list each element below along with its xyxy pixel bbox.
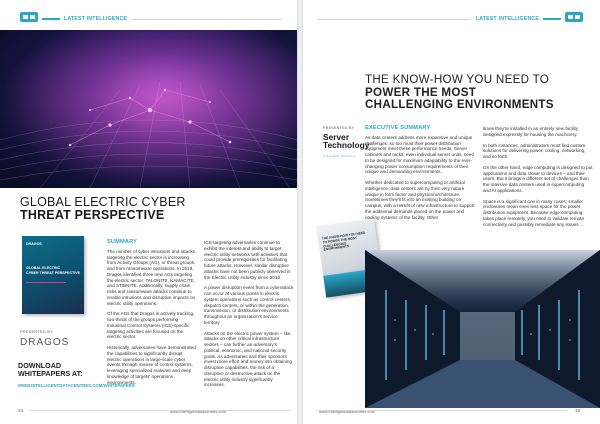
cover-title: THE KNOW-HOW YOU NEED TO POWER THE MOST CHALLENGING ENVIRONMENTS — [321, 230, 366, 252]
hero-image-network — [0, 30, 297, 188]
paragraph: times they're installed in an entirely new facility designed expressly for housing the machinery. — [483, 126, 579, 137]
footer-url: www.intelligentdatacentres.com — [170, 409, 227, 414]
paragraph: The number of cyber intrusions and attacks targeting the electric sector is increasing from Activity Groups (AG), or threat groups, and from ransomware operations. In 2019, Dragos identified three new AGs targeting the electric sector: TALONITE, KAMACITE, and STIBNITE. Additionally, supply chain risks and ransomware attacks continue to enable intrusions and disruptive impacts on electric utility operations. — [107, 248, 196, 306]
article-column-2 — [204, 240, 294, 393]
sponsor-logo: DRAGOS — [20, 337, 70, 348]
article-column-2 — [483, 126, 593, 232]
download-heading: DOWNLOAD WHITEPAPERS AT: — [18, 361, 83, 378]
paragraph: ICS-targeting adversaries continue to exhibit the interest and ability to target electric utility networks with activities that could provide prerequisites for facilitating future attacks. However, similar disruptive attacks have not been publicly observed in the Electric Utility industry since 2016. — [204, 240, 291, 280]
magazine-logo-icon — [565, 10, 583, 24]
running-head: LATEST INTELLIGENCE — [317, 14, 561, 24]
paragraph: Historically, adversaries have demonstrated the capabilities to significantly disrupt electric operations in large-scale cyber events through misuse of control systems, leveraging specialized malware and deep knowledge of targets' operations environments. — [107, 345, 196, 385]
download-block — [18, 361, 135, 388]
article-column-1 — [365, 126, 475, 225]
paragraph: Of the AGs that Dragos is actively tracking, two-thirds of the groups performing Industrial Control Systems (ICS)-specific targeting activities are focused on the electric sector. — [107, 311, 195, 340]
paragraph: A power disruption event from a cyberattack can occur at various points in electric system operations such as control centers, dispatch centers, or within the generation, transmission, or distribution environments throughout an organization's service territory. — [204, 285, 294, 325]
footer-url: www.intelligentdatacentres.com — [319, 409, 376, 414]
feature-title: GLOBAL ELECTRIC CYBER THREAT PERSPECTIVE — [20, 195, 186, 222]
paragraph: On the other hand, edge computing is designed to put applications and data closer to devices – and their users. But it brings a different set of challenges than the massive data centers used in supercomputing and AI applications. — [483, 164, 593, 193]
network-grid-graphic — [0, 30, 297, 188]
presented-by-label: PRESENTED BY — [20, 330, 53, 334]
page-number: 15 — [575, 408, 581, 413]
right-page — [303, 0, 600, 424]
page-number: 34 — [18, 408, 24, 413]
paragraph: Space is a significant one in many cases; smaller enclosures mean even less space for the power distribution equipment. Because edge computing takes place remotely, you need to validate remote connectivity and possibly remediate any issues … — [483, 198, 585, 227]
whitepaper-cover[interactable] — [22, 236, 84, 314]
cover-title-line2: CYBER THREAT PERSPECTIVE — [26, 271, 81, 275]
summary-heading: EXECUTIVE SUMMARY — [365, 125, 431, 131]
summary-heading: SUMMARY — [107, 239, 138, 245]
presented-by-label: PRESENTED BY — [323, 126, 355, 130]
cover-logo: DRAGOS — [26, 242, 42, 246]
download-link[interactable]: WWW.INTELLIGENTDATACENTRES.COM/WHITEPAPERS — [18, 383, 135, 388]
server-room-photo — [365, 250, 600, 408]
running-head: LATEST INTELLIGENCE — [42, 14, 282, 24]
paragraph: Whether dedicated to supercomputing or artificial intelligence, data centers are by their very nature unique in form factor and physical architecture. Sometimes they'll fit into an existing building on campus, with a retrofit of new infrastructure to support the additional demands placed on the power and cooling systems of the facility. Other — [365, 180, 475, 220]
magazine-logo-icon — [20, 10, 38, 24]
paragraph: Attacks on the electric power system – like attacks on other critical infrastructure sectors – can further an adversary's political, economic, and national security goals. As adversaries and their sponsors invest more effort and money into obtaining disruptive capabilities, the risk of a disruptive or destructive attack on the electric utility industry significantly increases. — [204, 330, 293, 388]
left-page — [0, 0, 297, 424]
sponsor-logo: Server Technology a Kontron Solution — [323, 132, 370, 158]
paragraph: As data centers address more expansive and unique challenges, so too must their power distribution equipment meet these performance needs. Server cabinets and racks, even individual server units, need to be designed for maximum adaptability to the ever-changing power consumption requirements of their unique and demanding environments. — [365, 134, 475, 175]
cover-title-line1: GLOBAL ELECTRIC — [26, 266, 61, 270]
feature-title: THE KNOW-HOW YOU NEED TO POWER THE MOST CHALLENGING ENVIRONMENTS — [365, 73, 554, 111]
server-aisle-graphic — [365, 250, 600, 408]
article-column-1 — [107, 240, 197, 390]
cover-accent-rule — [26, 282, 66, 283]
paragraph: In both instances, administrators must find custom solutions for delivering power, cooling, networking, and so forth. — [483, 142, 586, 159]
